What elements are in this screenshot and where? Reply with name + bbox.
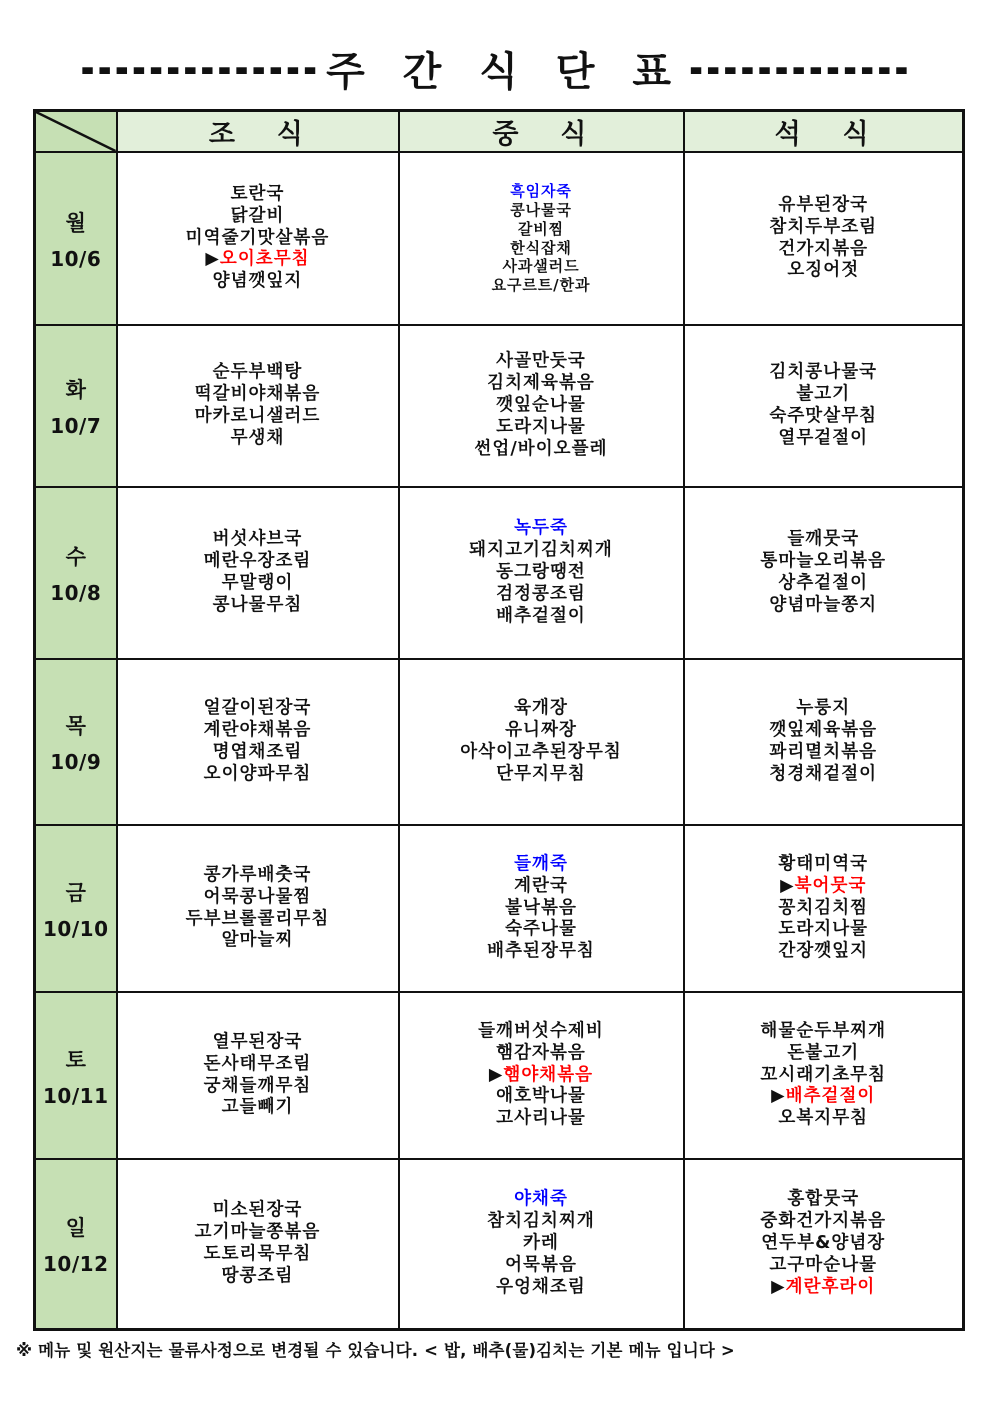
menu-list: [685, 359, 963, 453]
menu-item-text: 도라지나물: [496, 416, 586, 437]
menu-item-text: 고구마순나물: [769, 1254, 878, 1275]
column-header-dinner: 석 식: [684, 111, 964, 153]
menu-item: [213, 1200, 303, 1222]
highlight-arrow-icon: ▶: [780, 875, 795, 896]
menu-item-text: 계란국: [514, 875, 568, 896]
menu-item: [796, 384, 850, 406]
menu-item: [204, 720, 312, 742]
menu-item: [213, 742, 303, 764]
menu-item: [778, 239, 868, 261]
menu-item-text: 오이양파무침: [203, 763, 312, 784]
menu-item: [796, 698, 850, 720]
menu-item: [778, 898, 868, 920]
menu-item-text: 돈사태무조림: [203, 1053, 312, 1074]
menu-item-text: 꽈리멸치볶음: [769, 742, 878, 762]
highlight-arrow-icon: ▶: [771, 1276, 786, 1297]
menu-cell-목-breakfast: [117, 659, 399, 825]
menu-item: [771, 1277, 875, 1299]
weekly-menu-table: [33, 109, 965, 1331]
menu-item-text: 오징어젓: [787, 260, 860, 281]
menu-item: [514, 1189, 568, 1211]
menu-item: [231, 184, 285, 206]
day-row-화: [35, 325, 964, 487]
day-name: 월: [65, 210, 86, 235]
highlight-arrow-icon: ▶: [771, 1086, 786, 1107]
menu-item: [204, 1076, 312, 1098]
day-name: 금: [65, 880, 86, 905]
menu-item: [514, 876, 568, 898]
menu-cell-목-dinner: [684, 659, 964, 825]
menu-item-text: 우엉채조림: [496, 1276, 586, 1297]
menu-item: [780, 876, 866, 898]
menu-item: [222, 1266, 294, 1288]
menu-item: [204, 1054, 312, 1076]
menu-cell-금-dinner: [684, 825, 964, 992]
menu-item: [787, 1189, 859, 1211]
menu-item: [496, 764, 586, 786]
menu-item: [769, 406, 877, 428]
day-date: 10/9: [50, 750, 102, 774]
day-label-cell-일: [35, 1159, 117, 1329]
menu-item-text: 참치김치찌개: [487, 1210, 595, 1231]
title-left-dashes: --------------: [80, 40, 321, 97]
menu-item: [213, 362, 303, 384]
menu-item-text: 알마늘찌: [221, 930, 294, 951]
menu-item-text: 들깨뭇국: [787, 529, 860, 550]
menu-item: [204, 1244, 312, 1266]
menu-item-text: 황태미역국: [778, 853, 869, 874]
menu-item: [204, 764, 312, 786]
menu-item: [510, 239, 572, 258]
menu-list: [685, 851, 963, 966]
menu-cell-화-dinner: [684, 325, 964, 487]
header-row: [35, 111, 964, 153]
menu-item: [496, 395, 586, 417]
menu-item: [514, 518, 568, 540]
menu-item: [496, 1108, 586, 1130]
menu-item: [510, 201, 572, 220]
menu-item: [514, 698, 568, 720]
menu-item: [769, 1255, 877, 1277]
page-title: [0, 40, 992, 97]
menu-item: [769, 362, 877, 384]
menu-item-text: 유니짜장: [505, 720, 577, 741]
menu-item-text: 검정콩조림: [496, 583, 586, 604]
menu-item-text: 배추된장무침: [487, 941, 595, 962]
menu-cell-월-dinner: [684, 152, 964, 325]
menu-item: [460, 742, 622, 764]
menu-item-text: 카레: [523, 1232, 559, 1253]
menu-item: [771, 1086, 875, 1108]
title-text: 주 간 식 단 표: [326, 49, 683, 95]
menu-item: [760, 1065, 886, 1087]
column-header-lunch: 중 식: [399, 111, 684, 153]
menu-item-text: 배추겉절이: [785, 1086, 876, 1107]
day-name: 수: [65, 545, 86, 569]
menu-item-text: 숙주맛살무침: [769, 406, 878, 426]
menu-item: [496, 606, 586, 628]
day-date: 10/10: [43, 916, 109, 941]
menu-item: [204, 551, 312, 573]
menu-item-text: 어묵볶음: [505, 1254, 577, 1275]
day-label-cell-목: [35, 659, 117, 825]
menu-item-text: 들깨버섯수제비: [478, 1020, 604, 1041]
menu-item-text: 아삭이고추된장무침: [460, 742, 622, 762]
menu-item-text: 육개장: [514, 698, 568, 719]
menu-list: [400, 179, 683, 298]
menu-cell-일-breakfast: [117, 1159, 399, 1329]
menu-item-text: 누룽지: [796, 698, 851, 719]
menu-item: [487, 941, 595, 963]
menu-item-text: 꼬시래기초무침: [760, 1064, 887, 1085]
menu-item: [787, 1043, 859, 1065]
day-name: 토: [65, 1047, 86, 1072]
menu-item-text: 동그랑땡전: [496, 562, 586, 583]
menu-item-text: 궁채들깨무침: [203, 1075, 312, 1096]
menu-item: [514, 854, 568, 876]
day-row-금: [35, 825, 964, 992]
menu-list: [118, 526, 398, 620]
menu-item-text: 해물순두부찌개: [760, 1020, 887, 1041]
menu-list: [400, 1018, 683, 1133]
day-row-수: [35, 487, 964, 659]
menu-item-text: 불낙볶음: [505, 897, 577, 918]
menu-list: [685, 1018, 963, 1133]
menu-item-text: 단무지무침: [496, 763, 586, 784]
menu-list: [685, 526, 963, 620]
title-right-dashes: -------------: [689, 40, 912, 97]
menu-item-text: 양념깻잎지: [212, 271, 303, 292]
menu-list: [118, 181, 398, 296]
menu-item-text: 콩가루배춧국: [203, 864, 312, 885]
menu-item: [523, 1233, 559, 1255]
menu-list: [685, 1186, 963, 1301]
menu-item-text: 열무된장국: [212, 1031, 303, 1052]
menu-cell-토-breakfast: [117, 992, 399, 1159]
menu-item-text: 김치제육볶음: [487, 373, 595, 394]
menu-cell-화-lunch: [399, 325, 684, 487]
menu-list: [118, 695, 398, 789]
menu-cell-일-lunch: [399, 1159, 684, 1329]
day-name: 일: [65, 1215, 86, 1240]
menu-item: [769, 764, 877, 786]
highlight-arrow-icon: ▶: [205, 249, 220, 270]
menu-cell-금-breakfast: [117, 825, 399, 992]
menu-item-text: 애호박나물: [496, 1086, 586, 1107]
menu-item: [204, 887, 312, 909]
menu-item: [496, 351, 586, 373]
menu-item: [205, 249, 309, 271]
menu-item-text: 메란우장조림: [203, 551, 312, 572]
menu-item: [505, 898, 577, 920]
menu-item-text: 건가지볶음: [778, 238, 869, 259]
day-row-토: [35, 992, 964, 1159]
menu-item-text: 계란후라이: [785, 1276, 876, 1297]
menu-item: [186, 228, 330, 250]
menu-item: [769, 720, 877, 742]
menu-item: [195, 406, 321, 428]
menu-item-text: 중화건가지볶음: [760, 1210, 887, 1231]
menu-list: [400, 348, 683, 463]
menu-item-text: 버섯샤브국: [212, 529, 303, 550]
menu-item-text: 오복지무침: [778, 1108, 869, 1129]
menu-item-text: 미역줄기맛살볶음: [185, 227, 330, 248]
menu-item: [195, 384, 321, 406]
day-date: 10/11: [43, 1083, 109, 1108]
menu-item: [474, 439, 607, 461]
footer-note: ※ 메뉴 및 원산지는 물류사정으로 변경될 수 있습니다. < 밥, 배추(물)김치는 기본 메뉴 입니다 >: [16, 1340, 735, 1360]
menu-item-text: 오이초무침: [219, 249, 310, 270]
menu-item-text: 꽁치김치찜: [778, 897, 869, 918]
menu-item-text: 콩나물국: [510, 201, 572, 219]
menu-item: [186, 909, 330, 931]
menu-item-text: 고기마늘쫑볶음: [194, 1221, 321, 1242]
menu-item: [510, 182, 572, 201]
day-label-cell-토: [35, 992, 117, 1159]
menu-item: [496, 1086, 586, 1108]
menu-item-text: 도토리묵무침: [203, 1243, 312, 1264]
menu-item: [503, 257, 580, 276]
menu-item: [231, 428, 285, 450]
menu-cell-수-lunch: [399, 487, 684, 659]
menu-item-text: 햄야채볶음: [503, 1064, 594, 1085]
diagonal-line: [36, 112, 116, 151]
menu-item: [496, 562, 586, 584]
menu-item-text: 도라지나물: [778, 919, 869, 940]
menu-item: [222, 1097, 294, 1119]
menu-item: [760, 551, 886, 573]
menu-cell-토-dinner: [684, 992, 964, 1159]
menu-item: [505, 919, 577, 941]
menu-item-text: 토란국: [230, 183, 285, 204]
menu-item-text: 사과샐러드: [502, 257, 580, 276]
menu-item-text: 어묵콩나물찜: [203, 886, 312, 907]
menu-item-text: 열무겉절이: [778, 427, 869, 448]
menu-item-text: 간장깻잎지: [778, 941, 869, 962]
menu-item: [492, 276, 591, 295]
menu-item-text: 연두부&양념장: [761, 1232, 886, 1253]
menu-list: [685, 192, 963, 286]
menu-item: [505, 720, 577, 742]
menu-item-text: 상추겉절이: [778, 573, 869, 593]
menu-item: [496, 584, 586, 606]
menu-item: [222, 573, 294, 595]
menu-list: [400, 695, 683, 789]
day-label-cell-화: [35, 325, 117, 487]
menu-item: [213, 595, 303, 617]
day-date: 10/7: [50, 414, 102, 438]
menu-item-text: 고들빼기: [221, 1097, 294, 1118]
menu-item-text: 양념마늘쫑지: [769, 594, 878, 615]
menu-item-text: 흑임자죽: [510, 182, 572, 201]
menu-item: [778, 941, 868, 963]
menu-cell-월-breakfast: [117, 152, 399, 325]
menu-item-text: 콩나물무침: [212, 594, 303, 615]
menu-cell-수-dinner: [684, 487, 964, 659]
menu-item-text: 녹두죽: [514, 518, 568, 539]
menu-item-text: 돈불고기: [787, 1042, 860, 1063]
menu-item-text: 불고기: [796, 384, 851, 405]
corner-cell: [35, 111, 117, 153]
menu-item-text: 얼갈이된장국: [203, 698, 312, 719]
menu-item-text: 미소된장국: [212, 1200, 303, 1220]
menu-item-text: 사골만둣국: [496, 351, 586, 372]
menu-item-text: 숙주나물: [505, 919, 577, 940]
menu-item: [213, 271, 303, 293]
menu-item: [778, 1108, 868, 1130]
menu-item: [505, 1255, 577, 1277]
day-label-cell-수: [35, 487, 117, 659]
menu-item-text: 무생채: [230, 427, 285, 448]
menu-item: [195, 1222, 321, 1244]
menu-item-text: 홍합뭇국: [787, 1189, 860, 1210]
menu-item: [231, 206, 285, 228]
menu-item-text: 썬업/바이오플레: [474, 438, 608, 459]
menu-list: [118, 862, 398, 956]
menu-item: [469, 540, 613, 562]
menu-item: [222, 930, 294, 952]
menu-item: [496, 1043, 586, 1065]
menu-item-text: 명엽채조림: [212, 742, 303, 762]
day-row-월: [35, 152, 964, 325]
menu-item-text: 배추겉절이: [496, 605, 586, 626]
menu-item-text: 유부된장국: [778, 194, 869, 215]
day-row-목: [35, 659, 964, 825]
day-label-cell-금: [35, 825, 117, 992]
menu-item-text: 계란야채볶음: [203, 720, 312, 741]
menu-item: [489, 1065, 593, 1087]
menu-item: [787, 260, 859, 282]
menu-item: [769, 217, 877, 239]
highlight-arrow-icon: ▶: [488, 1064, 504, 1085]
menu-cell-화-breakfast: [117, 325, 399, 487]
menu-item: [787, 529, 859, 551]
menu-cell-월-lunch: [399, 152, 684, 325]
day-date: 10/8: [50, 581, 102, 605]
menu-item: [778, 428, 868, 450]
menu-item-text: 북어뭇국: [794, 875, 867, 896]
menu-list: [685, 695, 963, 789]
menu-item-text: 무말랭이: [221, 573, 294, 593]
menu-item: [778, 919, 868, 941]
menu-item: [769, 742, 877, 764]
menu-item-text: 김치콩나물국: [769, 362, 878, 383]
menu-item-text: 통마늘오리볶음: [760, 551, 887, 572]
menu-item: [761, 1233, 885, 1255]
menu-item-text: 돼지고기김치찌개: [469, 540, 613, 561]
menu-item-text: 요구르트/한과: [491, 276, 591, 294]
menu-item: [213, 529, 303, 551]
menu-list: [118, 359, 398, 453]
menu-item-text: 갈비찜: [517, 219, 565, 238]
menu-item-text: 순두부백탕: [212, 362, 303, 383]
menu-cell-일-dinner: [684, 1159, 964, 1329]
menu-item: [204, 698, 312, 720]
menu-item-text: 마카로니샐러드: [194, 406, 321, 426]
menu-cell-수-breakfast: [117, 487, 399, 659]
menu-item-text: 들깨죽: [514, 853, 568, 874]
menu-item: [487, 373, 595, 395]
day-date: 10/12: [43, 1251, 109, 1276]
menu-item: [478, 1021, 604, 1043]
day-date: 10/6: [50, 246, 102, 271]
menu-item: [769, 595, 877, 617]
menu-item: [778, 195, 868, 217]
menu-cell-금-lunch: [399, 825, 684, 992]
menu-item: [496, 417, 586, 439]
menu-cell-목-lunch: [399, 659, 684, 825]
menu-item: [760, 1021, 886, 1043]
menu-item: [760, 1211, 886, 1233]
menu-item: [778, 573, 868, 595]
menu-item: [204, 865, 312, 887]
menu-item: [496, 1277, 586, 1299]
menu-item-text: 떡갈비야채볶음: [194, 384, 321, 405]
day-name: 화: [65, 378, 86, 402]
menu-list: [118, 1029, 398, 1123]
menu-item-text: 닭갈비: [230, 205, 285, 226]
column-header-breakfast: 조 식: [117, 111, 399, 153]
menu-item: [778, 854, 868, 876]
menu-item-text: 땅콩조림: [221, 1265, 294, 1286]
menu-item-text: 고사리나물: [496, 1108, 586, 1129]
menu-item: [213, 1032, 303, 1054]
menu-item-text: 햄감자볶음: [496, 1042, 586, 1063]
menu-list: [400, 515, 683, 630]
day-label-cell-월: [35, 152, 117, 325]
menu-list: [118, 1197, 398, 1291]
menu-item: [518, 220, 564, 239]
menu-cell-토-lunch: [399, 992, 684, 1159]
menu-item-text: 청경채겉절이: [769, 763, 878, 784]
menu-item-text: 깻잎제육볶음: [769, 720, 878, 741]
menu-item-text: 야채죽: [514, 1189, 568, 1210]
menu-item: [487, 1211, 595, 1233]
menu-list: [400, 851, 683, 966]
menu-item-text: 한식잡채: [510, 238, 572, 257]
day-name: 목: [65, 714, 86, 738]
day-row-일: [35, 1159, 964, 1329]
menu-item-text: 참치두부조림: [769, 216, 878, 237]
menu-list: [400, 1186, 683, 1301]
menu-item-text: 깻잎순나물: [496, 395, 586, 416]
menu-item-text: 두부브롤콜리무침: [185, 908, 330, 929]
